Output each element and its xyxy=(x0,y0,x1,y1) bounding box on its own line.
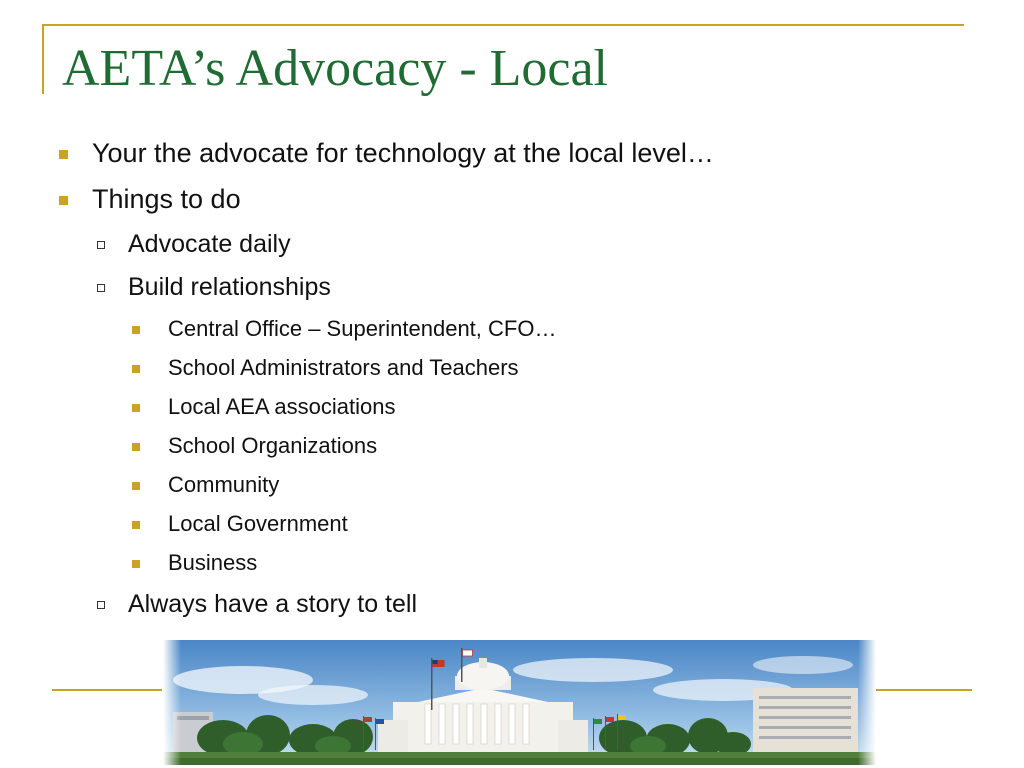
relationship-text: Local AEA associations xyxy=(168,394,396,419)
title-frame-horizontal xyxy=(42,24,964,26)
hollow-square-bullet-icon xyxy=(97,284,105,292)
relationship-text: Business xyxy=(168,550,258,575)
square-bullet-icon xyxy=(59,196,68,205)
hollow-square-bullet-icon xyxy=(97,601,105,609)
relationship-item xyxy=(168,472,279,498)
relationship-item xyxy=(168,433,377,459)
sub-bullet-text: Advocate daily xyxy=(128,230,291,258)
relationship-text: School Organizations xyxy=(168,433,378,458)
title-frame-vertical xyxy=(42,24,44,94)
sub-bullet-item xyxy=(128,590,417,619)
relationship-item xyxy=(168,394,395,420)
relationship-text: Community xyxy=(168,472,280,497)
hollow-square-bullet-icon xyxy=(97,241,105,249)
relationship-text: Central Office – Superintendent, CFO… xyxy=(168,316,557,341)
bullet-item xyxy=(92,138,714,169)
sub-bullet-text: Always have a story to tell xyxy=(128,590,418,618)
footer-rule-left xyxy=(52,689,162,691)
relationship-item xyxy=(168,550,257,576)
slide-title: AETA’s Advocacy - Local xyxy=(62,40,608,97)
sub-bullet-text: Build relationships xyxy=(128,273,331,301)
bullet-item xyxy=(92,184,241,215)
square-bullet-icon xyxy=(132,443,140,451)
bullet-text: Things to do xyxy=(92,184,241,214)
square-bullet-icon xyxy=(132,326,140,334)
square-bullet-icon xyxy=(132,365,140,373)
relationship-item xyxy=(168,511,348,537)
square-bullet-icon xyxy=(132,482,140,490)
relationship-item xyxy=(168,316,556,342)
relationship-text: School Administrators and Teachers xyxy=(168,355,519,380)
sub-bullet-item xyxy=(128,273,331,302)
relationship-text: Local Government xyxy=(168,511,348,536)
capitol-photo xyxy=(163,640,876,765)
footer-rule-right xyxy=(876,689,972,691)
sub-bullet-item xyxy=(128,230,291,259)
relationship-item xyxy=(168,355,519,381)
square-bullet-icon xyxy=(59,150,68,159)
bullet-text: Your the advocate for technology at the local level… xyxy=(92,138,714,168)
square-bullet-icon xyxy=(132,521,140,529)
square-bullet-icon xyxy=(132,560,140,568)
square-bullet-icon xyxy=(132,404,140,412)
